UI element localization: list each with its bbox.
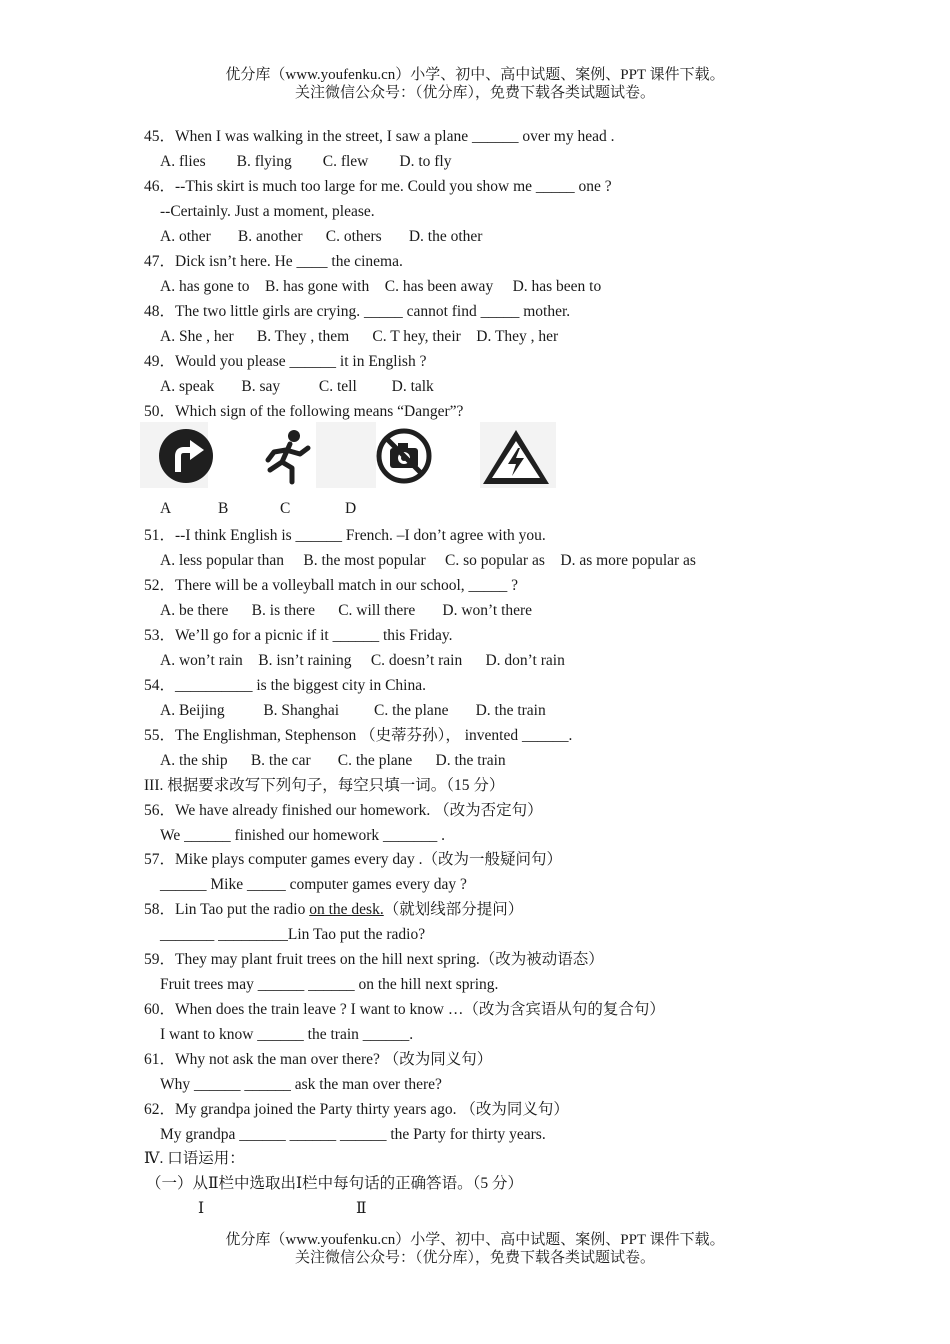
q60-answer: I want to know ______ the train ______. xyxy=(160,1026,414,1043)
header-line-1: 优分库（www.youfenku.cn）小学、初中、高中试题、案例、PPT 课件下载。 xyxy=(225,67,725,83)
q48-stem: 48．The two little girls are crying. _____ cannot find _____ mother. xyxy=(144,303,571,320)
q50-label-d: D xyxy=(345,500,357,517)
section-4-heading: Ⅳ. 口语运用： xyxy=(144,1150,245,1167)
q56-answer: We ______ finished our homework _______ . xyxy=(160,827,446,844)
q47-stem: 47．Dick isn’t here. He ____ the cinema. xyxy=(144,253,403,270)
header-line-2: 关注微信公众号：（优分库），免费下载各类试题试卷。 xyxy=(294,85,655,101)
q62-stem: 62．My grandpa joined the Party thirty years ago. （改为同义句） xyxy=(144,1101,569,1118)
q50-label-b: B xyxy=(218,500,229,517)
q51-stem: 51．--I think English is ______ French. –I don’t agree with you. xyxy=(144,527,546,544)
electric-danger-sign-icon xyxy=(480,426,552,486)
q56-stem: 56．We have already finished our homework. （改为否定句） xyxy=(144,802,543,819)
running-man-sign-icon xyxy=(256,426,316,486)
q61-stem: 61．Why not ask the man over there? （改为同义句） xyxy=(144,1051,493,1068)
q59-answer: Fruit trees may ______ ______ on the hill next spring. xyxy=(160,976,499,993)
q59-stem: 59．They may plant fruit trees on the hill next spring.（改为被动语态） xyxy=(144,951,604,968)
q50-label-c: C xyxy=(280,500,291,517)
q57-stem: 57．Mike plays computer games every day .（改为一般疑问句） xyxy=(144,851,562,868)
page-header xyxy=(0,66,950,102)
q55-options: A. the ship B. the car C. the plane D. the train xyxy=(160,752,506,769)
q60-stem: 60．When does the train leave ? I want to know …（改为含宾语从句的复合句） xyxy=(144,1001,665,1018)
q50-signs xyxy=(140,418,560,494)
q51-options: A. less popular than B. the most popular C. so popular as D. as more popular as xyxy=(160,552,696,569)
q46-options: A. other B. another C. others D. the other xyxy=(160,228,483,245)
q47-options: A. has gone to B. has gone with C. has been away D. has been to xyxy=(160,278,602,295)
q50-stem: 50．Which sign of the following means “Danger”? xyxy=(144,403,464,420)
q45-options: A. flies B. flying C. flew D. to fly xyxy=(160,153,452,170)
q58-instruction: （就划线部分提问） xyxy=(383,901,524,918)
q52-stem: 52．There will be a volleyball match in our school, _____ ? xyxy=(144,577,519,594)
column-1-label: Ⅰ xyxy=(198,1200,205,1217)
q45-stem: 45．When I was walking in the street, I saw a plane ______ over my head . xyxy=(144,128,615,145)
column-2-label: Ⅱ xyxy=(356,1200,367,1217)
q49-options: A. speak B. say C. tell D. talk xyxy=(160,378,434,395)
q54-stem: 54．__________ is the biggest city in China. xyxy=(144,677,426,694)
q61-answer: Why ______ ______ ask the man over there? xyxy=(160,1076,442,1093)
no-camera-sign-icon xyxy=(374,426,434,486)
q58-stem xyxy=(144,900,523,920)
q49-stem: 49．Would you please ______ it in English ? xyxy=(144,353,427,370)
q62-answer: My grandpa ______ ______ ______ the Party for thirty years. xyxy=(160,1126,546,1143)
q58-answer: _______ _________Lin Tao put the radio? xyxy=(160,926,426,943)
q58-stem-text: 58．Lin Tao put the radio xyxy=(144,901,310,918)
footer-line-2: 关注微信公众号：（优分库），免费下载各类试题试卷。 xyxy=(294,1250,655,1266)
q57-answer: ______ Mike _____ computer games every day ? xyxy=(160,876,467,893)
page-footer xyxy=(0,1231,950,1267)
q48-options: A. She , her B. They , them C. T hey, their D. They , her xyxy=(160,328,559,345)
q53-options: A. won’t rain B. isn’t raining C. doesn’t rain D. don’t rain xyxy=(160,652,565,669)
q55-stem: 55．The Englishman, Stephenson （史蒂芬孙）， invented ______. xyxy=(144,727,573,744)
turn-right-sign-icon xyxy=(156,426,216,486)
footer-line-1: 优分库（www.youfenku.cn）小学、初中、高中试题、案例、PPT 课件下载。 xyxy=(225,1232,725,1248)
q46-stem: 46．--This skirt is much too large for me. Could you show me _____ one ? xyxy=(144,178,612,195)
q53-stem: 53．We’ll go for a picnic if it ______ this Friday. xyxy=(144,627,453,644)
section-3-heading: III. 根据要求改写下列句子，每空只填一词。（15 分） xyxy=(144,777,505,794)
q58-underlined-phrase: on the desk. xyxy=(309,901,384,918)
q54-options: A. Beijing B. Shanghai C. the plane D. the train xyxy=(160,702,546,719)
q46-reply: --Certainly. Just a moment, please. xyxy=(160,203,375,220)
section-4-sub-1: （一）从Ⅱ栏中选取出Ⅰ栏中每句话的正确答语。（5 分） xyxy=(146,1175,524,1192)
q50-label-a: A xyxy=(160,500,172,517)
q52-options: A. be there B. is there C. will there D. won’t there xyxy=(160,602,533,619)
